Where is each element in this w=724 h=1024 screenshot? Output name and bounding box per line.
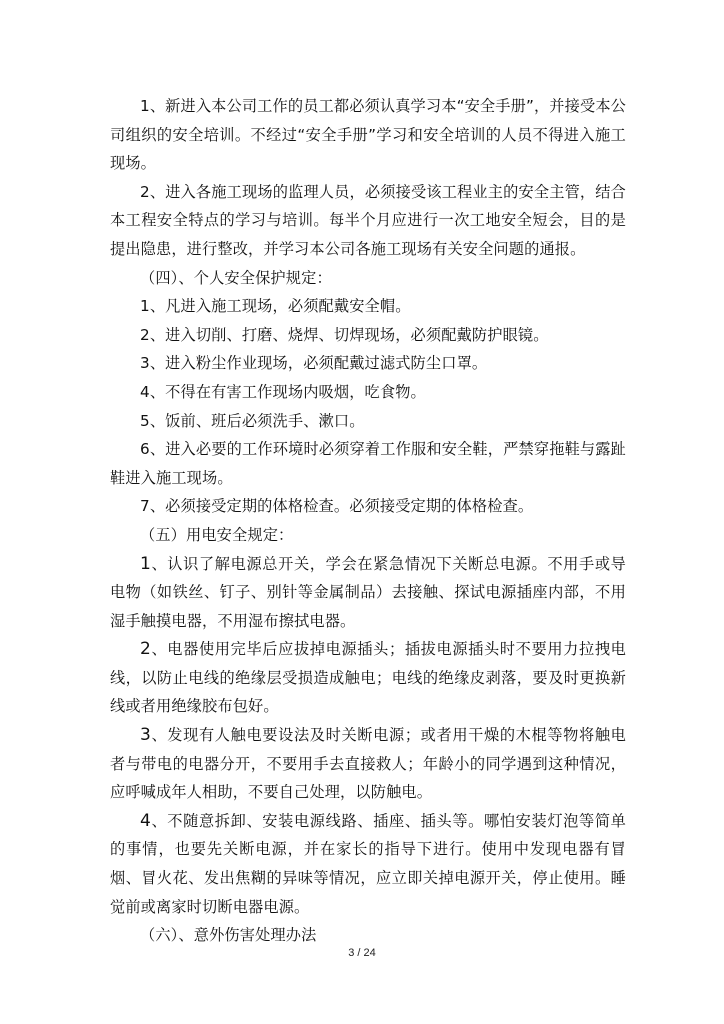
document-body — [110, 92, 626, 950]
section-heading-personal-safety: （四）、个人安全保护规定： — [140, 268, 332, 287]
page-number: 3 / 24 — [348, 947, 376, 959]
electrical-rule-4 — [110, 807, 626, 921]
rule-physical-exam: 7、必须接受定期的体格检查。必须接受定期的体格检查。 — [140, 497, 534, 516]
paragraph-training-requirement: 1、新进入本公司工作的员工都必须认真学习本“安全手册”，并接受本公司组织的安全培训。不经过“安全手册”学习和安全培训的人员不得进入施工现场。 — [110, 97, 626, 173]
electrical-rule-text: 、发现有人触电要设法及时关断电源；或者用干燥的木棍等物将触电者与带电的电器分开，不要用手去直接救人；年龄小的同学遇到这种情况，应呼喊成年人相助，不要自己处理，以防触电。 — [110, 726, 626, 802]
electrical-rule-2 — [110, 635, 626, 721]
paragraph-supervisor-training: 2、进入各施工现场的监理人员，必须接受该工程业主的安全主管，结合本工程安全特点的学习与培训。每半个月应进行一次工地安全短会，目的是提出隐患，进行整改，并学习本公司各施工现场有关安全问题的通报。 — [110, 182, 626, 258]
electrical-rule-text: 、认识了解电源总开关，学会在紧急情况下关断总电源。不用手或导电物（如铁丝、钉子、别针等金属制品）去接触、探试电源插座内部，不用湿手触摸电器，不用湿布擦拭电器。 — [110, 554, 626, 630]
electrical-rule-1 — [110, 550, 626, 636]
section-heading-electrical-safety: （五）用电安全规定： — [140, 525, 294, 544]
electrical-rule-number: 1 — [140, 553, 151, 574]
rule-protective-glasses: 2、进入切削、打磨、烧焊、切焊现场，必须配戴防护眼镜。 — [140, 325, 549, 344]
electrical-rule-text: 、不随意拆卸、安装电源线路、插座、插头等。哪怕安装灯泡等简单的事情，也要先关断电源，并在家长的指导下进行。使用中发现电器有冒烟、冒火花、发出焦糊的异味等情况，应立即关掉电源开关，停止使用。睡觉前或离家时切断电器电源。 — [110, 811, 626, 916]
electrical-rule-number: 2 — [140, 639, 151, 660]
rule-dust-mask: 3、进入粉尘作业现场，必须配戴过滤式防尘口罩。 — [140, 354, 488, 373]
electrical-rule-number: 3 — [140, 725, 151, 746]
rule-work-clothes-shoes: 6、进入必要的工作环境时必须穿着工作服和安全鞋，严禁穿拖鞋与露趾鞋进入施工现场。 — [110, 440, 626, 487]
rule-wash-hands: 5、饭前、班后必须洗手、漱口。 — [140, 411, 365, 430]
electrical-rule-text: 、电器使用完毕后应拔掉电源插头；插拔电源插头时不要用力拉拽电线，以防止电线的绝缘层受损造成触电；电线的绝缘皮剥落，要及时更换新线或者用绝缘胶布包好。 — [110, 640, 626, 716]
rule-safety-helmet: 1、凡进入施工现场，必须配戴安全帽。 — [140, 297, 411, 316]
electrical-rule-3 — [110, 721, 626, 807]
electrical-rule-number: 4 — [140, 810, 151, 831]
section-heading-accident-handling: （六）、意外伤害处理办法 — [140, 926, 317, 945]
rule-no-smoking-eating: 4、不得在有害工作现场内吸烟，吃食物。 — [140, 382, 426, 401]
